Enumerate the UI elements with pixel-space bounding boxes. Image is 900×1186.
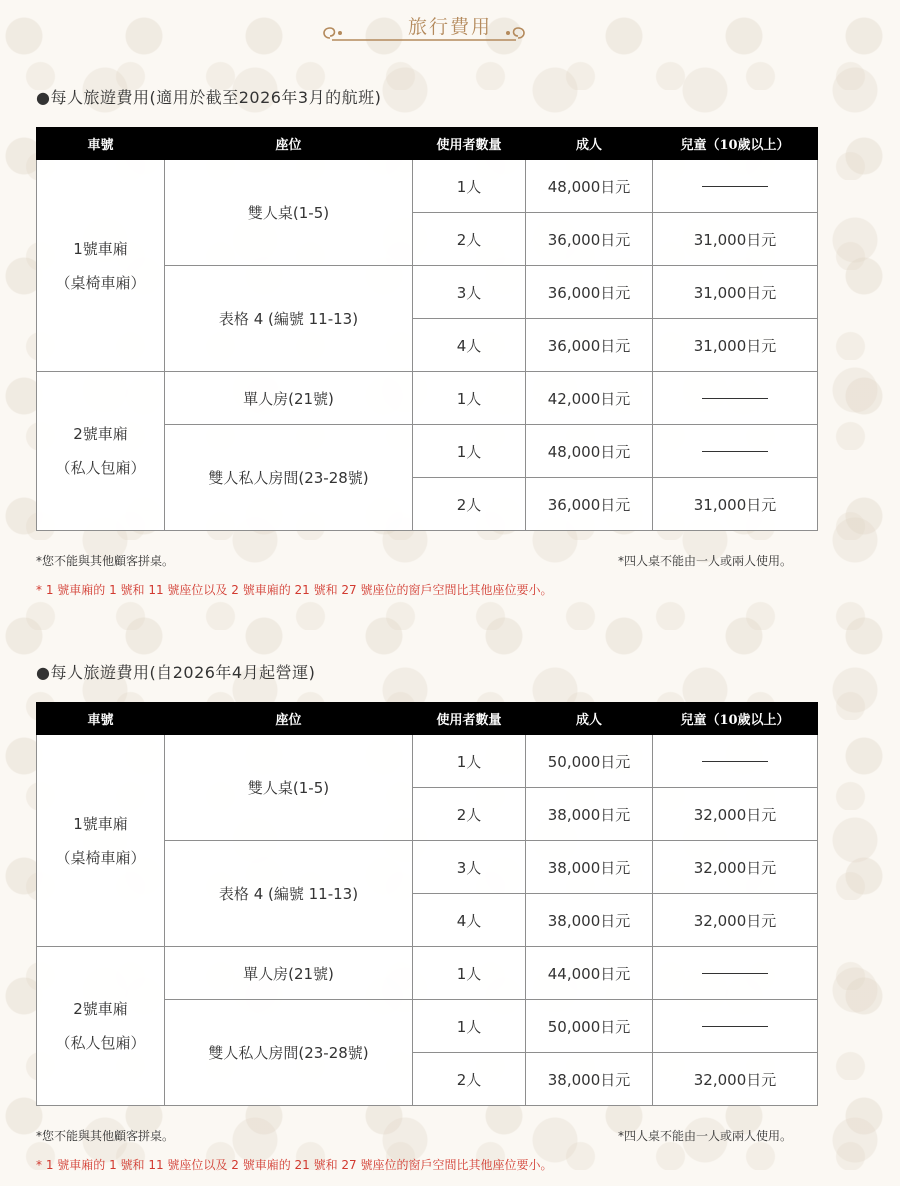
table-row xyxy=(37,735,818,788)
child-price-cell: 31,000日元 xyxy=(653,266,818,319)
seat-cell: 雙人桌(1-5) xyxy=(165,735,413,841)
adult-price-cell: 38,000日元 xyxy=(526,841,653,894)
child-price-cell: 32,000日元 xyxy=(653,1053,818,1106)
note-window-space: * 1 號車廂的 1 號和 11 號座位以及 2 號車廂的 21 號和 27 號座位的窗戶空間比其他座位要小。 xyxy=(36,1158,553,1172)
table-row xyxy=(37,372,818,425)
adult-price-cell: 36,000日元 xyxy=(526,319,653,372)
header-users: 使用者數量 xyxy=(413,128,526,160)
header-child: 兒童（10歲以上） xyxy=(653,703,818,735)
car-cell xyxy=(37,947,165,1106)
adult-price-cell: 44,000日元 xyxy=(526,947,653,1000)
car-name: 2號車廂 xyxy=(73,425,128,443)
child-price-cell: 32,000日元 xyxy=(653,841,818,894)
seat-cell: 雙人私人房間(23-28號) xyxy=(165,425,413,531)
users-cell: 2人 xyxy=(413,788,526,841)
users-cell: 1人 xyxy=(413,735,526,788)
note-four-seat-table: *四人桌不能由一人或兩人使用。 xyxy=(618,1129,793,1143)
section-title: ●每人旅遊費用(適用於截至2026年3月的航班) xyxy=(36,88,382,107)
header-seat: 座位 xyxy=(165,703,413,735)
header-car: 車號 xyxy=(37,703,165,735)
users-cell: 2人 xyxy=(413,213,526,266)
note-four-seat-table: *四人桌不能由一人或兩人使用。 xyxy=(618,554,793,568)
header-adult: 成人 xyxy=(526,703,653,735)
users-cell: 4人 xyxy=(413,319,526,372)
users-cell: 1人 xyxy=(413,1000,526,1053)
users-cell: 1人 xyxy=(413,160,526,213)
adult-price-cell: 48,000日元 xyxy=(526,160,653,213)
header-car: 車號 xyxy=(37,128,165,160)
users-cell: 3人 xyxy=(413,841,526,894)
header-child: 兒童（10歲以上） xyxy=(653,128,818,160)
users-cell: 1人 xyxy=(413,425,526,478)
child-price-cell: 31,000日元 xyxy=(653,319,818,372)
table-row xyxy=(37,947,818,1000)
header-adult: 成人 xyxy=(526,128,653,160)
car-name: 1號車廂 xyxy=(73,239,128,258)
child-price-cell xyxy=(653,425,818,478)
seat-cell: 單人房(21號) xyxy=(165,947,413,1000)
seat-cell: 雙人私人房間(23-28號) xyxy=(165,1000,413,1106)
users-cell: 1人 xyxy=(413,947,526,1000)
seat-cell: 雙人桌(1-5) xyxy=(165,160,413,266)
header-seat: 座位 xyxy=(165,128,413,160)
users-cell: 4人 xyxy=(413,894,526,947)
page-heading-title: 旅行費用 xyxy=(407,16,492,38)
dash-icon xyxy=(702,1026,768,1027)
seat-cell: 表格 4 (編號 11-13) xyxy=(165,841,413,947)
table-header-row xyxy=(37,128,818,160)
car-cell xyxy=(37,160,165,372)
adult-price-cell: 50,000日元 xyxy=(526,1000,653,1053)
child-price-cell xyxy=(653,1000,818,1053)
page-heading xyxy=(0,0,900,52)
ornament-divider-icon xyxy=(318,24,530,48)
car-cell xyxy=(37,735,165,947)
adult-price-cell: 36,000日元 xyxy=(526,266,653,319)
child-price-cell xyxy=(653,735,818,788)
car-type: （私人包廂） xyxy=(55,1034,146,1052)
child-price-cell: 31,000日元 xyxy=(653,478,818,531)
adult-price-cell: 38,000日元 xyxy=(526,894,653,947)
car-type: （桌椅車廂） xyxy=(55,848,146,867)
header-users: 使用者數量 xyxy=(413,703,526,735)
table-header-row xyxy=(37,703,818,735)
dash-icon xyxy=(702,186,768,187)
car-cell xyxy=(37,372,165,531)
child-price-cell xyxy=(653,372,818,425)
dash-icon xyxy=(702,451,768,452)
users-cell: 2人 xyxy=(413,1053,526,1106)
users-cell: 3人 xyxy=(413,266,526,319)
adult-price-cell: 36,000日元 xyxy=(526,478,653,531)
adult-price-cell: 36,000日元 xyxy=(526,213,653,266)
dash-icon xyxy=(702,973,768,974)
car-type: （私人包廂） xyxy=(55,459,146,477)
users-cell: 2人 xyxy=(413,478,526,531)
dash-icon xyxy=(702,398,768,399)
note-table-sharing: *您不能與其他顧客拼桌。 xyxy=(36,554,175,568)
adult-price-cell: 38,000日元 xyxy=(526,788,653,841)
seat-cell: 單人房(21號) xyxy=(165,372,413,425)
child-price-cell xyxy=(653,947,818,1000)
child-price-cell xyxy=(653,160,818,213)
note-window-space: * 1 號車廂的 1 號和 11 號座位以及 2 號車廂的 21 號和 27 號座位的窗戶空間比其他座位要小。 xyxy=(36,583,553,597)
car-name: 2號車廂 xyxy=(73,1000,128,1018)
users-cell: 1人 xyxy=(413,372,526,425)
adult-price-cell: 42,000日元 xyxy=(526,372,653,425)
note-table-sharing: *您不能與其他顧客拼桌。 xyxy=(36,1129,175,1143)
car-name: 1號車廂 xyxy=(73,814,128,833)
child-price-cell: 32,000日元 xyxy=(653,894,818,947)
table-row xyxy=(37,160,818,213)
fare-table xyxy=(36,702,818,1106)
adult-price-cell: 48,000日元 xyxy=(526,425,653,478)
adult-price-cell: 38,000日元 xyxy=(526,1053,653,1106)
fare-table xyxy=(36,127,818,531)
adult-price-cell: 50,000日元 xyxy=(526,735,653,788)
car-type: （桌椅車廂） xyxy=(55,273,146,292)
section-title: ●每人旅遊費用(自2026年4月起營運) xyxy=(36,663,316,682)
child-price-cell: 31,000日元 xyxy=(653,213,818,266)
seat-cell: 表格 4 (編號 11-13) xyxy=(165,266,413,372)
child-price-cell: 32,000日元 xyxy=(653,788,818,841)
dash-icon xyxy=(702,761,768,762)
